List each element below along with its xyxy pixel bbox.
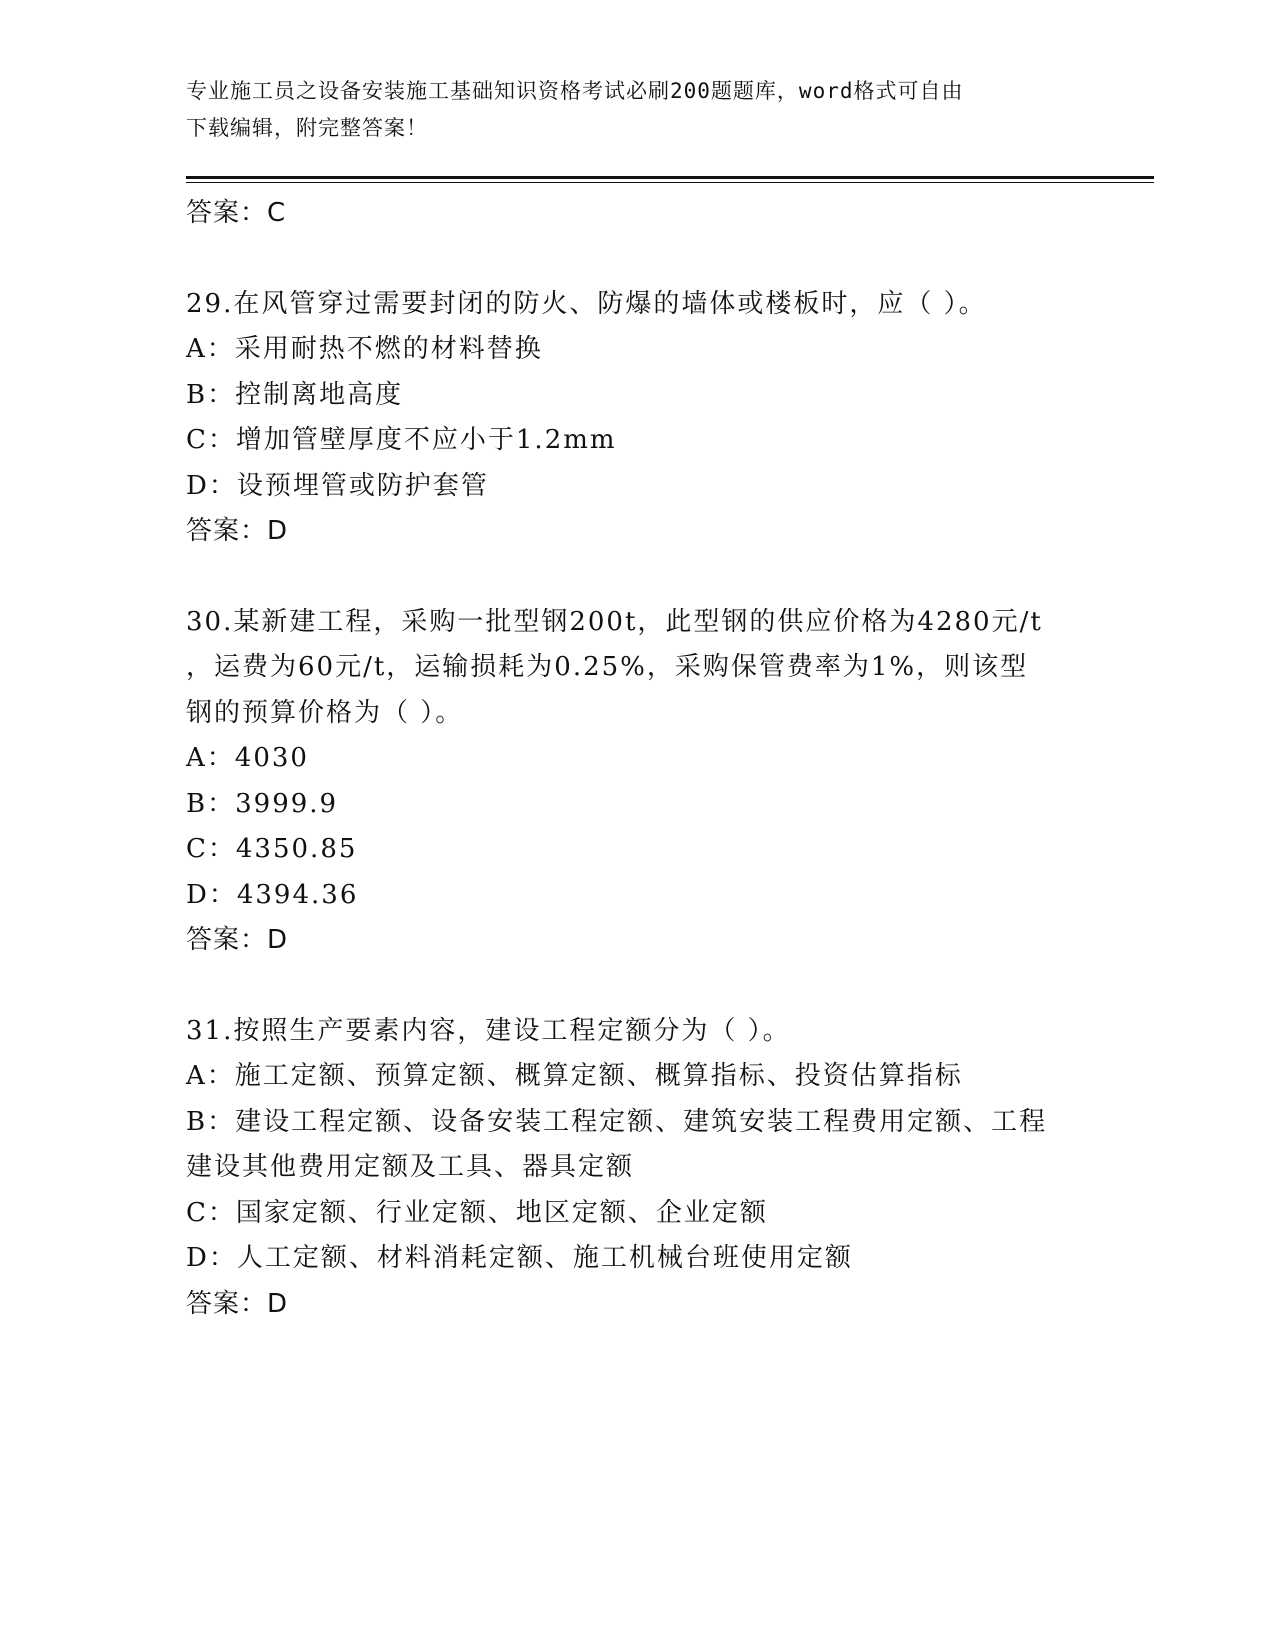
option-c: C：4350.85	[186, 834, 358, 864]
question-29	[186, 282, 1086, 555]
option-d: D：4394.36	[186, 879, 359, 910]
question-stem-line-2: ，运费为60元/t，运输损耗为0.25%，采购保管费率为1%，则该型	[186, 652, 1029, 682]
option-a: A：采用耐热不燃的材料替换	[186, 334, 543, 364]
question-stem: 29.在风管穿过需要封闭的防火、防爆的墙体或楼板时，应（ ）。	[186, 288, 987, 319]
header-divider-thick	[186, 176, 1154, 179]
question-content	[186, 191, 1086, 1327]
option-c: C：增加管壁厚度不应小于1.2mm	[186, 425, 617, 455]
question-30	[186, 600, 1086, 964]
option-a: A：施工定额、预算定额、概算定额、概算指标、投资估算指标	[186, 1061, 963, 1091]
option-b-continued: 建设其他费用定额及工具、器具定额	[186, 1152, 635, 1182]
answer: 答案：D	[186, 516, 289, 546]
option-b: B：控制离地高度	[186, 379, 404, 410]
answer: 答案：D	[186, 1288, 289, 1319]
header-divider-thin	[186, 182, 1154, 183]
question-31	[186, 1009, 1086, 1328]
option-b: B：建设工程定额、设备安装工程定额、建筑安装工程费用定额、工程	[186, 1106, 1048, 1137]
previous-answer: 答案：C	[186, 198, 287, 228]
answer: 答案：D	[186, 925, 289, 955]
header-line-1: 专业施工员之设备安装施工基础知识资格考试必刷200题题库，word格式可自由	[186, 79, 964, 103]
question-stem-line-1: 30.某新建工程，采购一批型钢200t，此型钢的供应价格为4280元/t	[186, 606, 1043, 637]
option-d: D：人工定额、材料消耗定额、施工机械台班使用定额	[186, 1243, 853, 1273]
question-stem-line-3: 钢的预算价格为（ ）。	[186, 697, 464, 728]
document-header	[186, 73, 1086, 147]
header-line-2: 下载编辑，附完整答案！	[186, 116, 428, 140]
option-a: A：4030	[186, 743, 309, 773]
option-c: C：国家定额、行业定额、地区定额、企业定额	[186, 1197, 768, 1228]
option-d: D：设预埋管或防护套管	[186, 470, 489, 501]
option-b: B：3999.9	[186, 788, 339, 819]
question-stem: 31.按照生产要素内容，建设工程定额分为（ ）。	[186, 1015, 791, 1046]
